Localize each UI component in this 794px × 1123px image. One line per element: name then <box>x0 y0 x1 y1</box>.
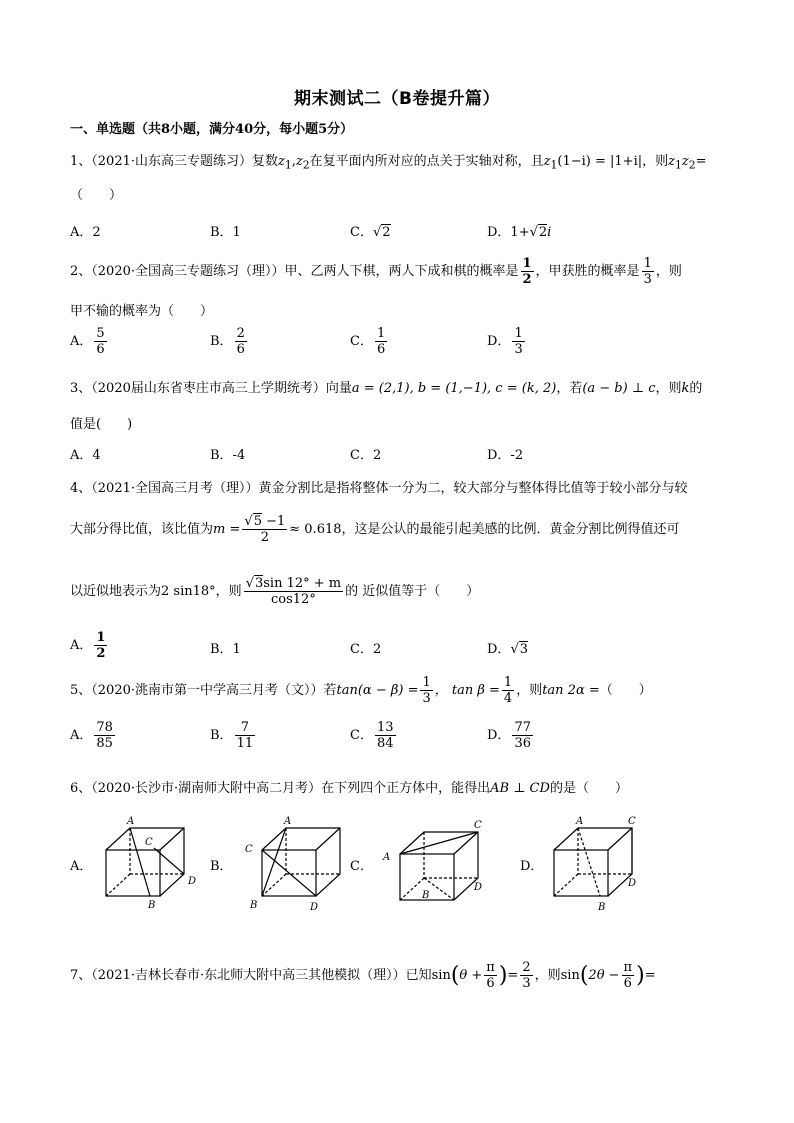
q4-option-a: A． $\frac{1}{2}$ <box>70 630 106 661</box>
q3-option-c: C．2 <box>350 448 382 463</box>
cube-a-label-a: A <box>127 816 135 827</box>
question-3-stem: 3、（2020届山东省枣庄市高三上学期统考）向量a = (2,1), b = (1,−1), c = (k, 2)，若(a − b) ⊥ c，则k的 <box>70 381 703 396</box>
cube-a-label-d: D <box>188 876 197 887</box>
cube-b-label-c: C <box>245 844 253 855</box>
question-2-line2: 甲不输的概率为（ ） <box>70 304 214 319</box>
q1-option-d: D．1+√2i <box>487 225 552 240</box>
q1-option-a: A．2 <box>70 225 101 240</box>
cube-a-label-b: B <box>148 900 156 911</box>
question-4-line2: 大部分得比值，该比值为m = $\frac{√5 -1}{2}$ ≈ 0.618，这是公认的最能引起美感的比例．黄金分割比例得值还可 <box>70 514 680 545</box>
q2-option-d: D． $\frac{1}{3}$ <box>487 326 523 357</box>
q1-option-c: C．√2 <box>350 225 391 240</box>
cube-c-label-a: A <box>383 852 391 863</box>
q3-option-a: A．4 <box>70 448 101 463</box>
cube-c-label-c: C <box>474 820 482 831</box>
cube-figure-a <box>98 812 198 912</box>
cube-c-label-b: B <box>422 890 430 901</box>
q5-option-a: A． $\frac{78}{85}$ <box>70 720 113 751</box>
question-1-blank: （ ） <box>70 188 123 203</box>
cube-figure-c <box>378 818 488 913</box>
cube-d-label-b: B <box>598 902 606 913</box>
question-5-stem: 5、（2020·洮南市第一中学高三月考（文））若tan(α − β) = $\frac{1}{3}$ ， tan β = $\frac{1}{4}$ ，则tan 2α =（ ） <box>70 675 652 706</box>
cube-b-label-d: D <box>310 902 319 913</box>
section-heading: 一、单选题（共8小题，满分40分，每小题5分） <box>70 122 354 137</box>
q4-option-d: D．√3 <box>487 642 529 657</box>
q6-option-d: D． <box>520 859 544 874</box>
question-3-line2: 值是( ) <box>70 417 133 432</box>
cube-d-label-a: A <box>576 816 584 827</box>
q3-option-b: B．-4 <box>210 448 246 463</box>
cube-figure-d <box>548 812 648 917</box>
cube-d-label-d: D <box>628 878 637 889</box>
cube-b-label-b: B <box>250 900 258 911</box>
cube-figure-b <box>240 812 340 917</box>
cube-b-label-a: A <box>284 816 292 827</box>
q4-option-b: B．1 <box>210 642 241 657</box>
q6-option-a: A． <box>70 859 93 874</box>
q4-option-c: C．2 <box>350 642 382 657</box>
question-4-line3: 以近似地表示为2 sin18°，则 $\frac{√3\sin 12^\circ + m}{\cos 12^\circ}$ 的 近似值等于（ ） <box>70 576 480 607</box>
q2-option-b: B． $\frac{2}{6}$ <box>210 326 245 357</box>
q5-option-b: B． $\frac{7}{11}$ <box>210 720 254 751</box>
q2-option-a: A． $\frac{5}{6}$ <box>70 326 105 357</box>
q3-option-d: D．-2 <box>487 448 524 463</box>
cube-d-label-c: C <box>628 816 636 827</box>
cube-c-label-d: D <box>474 882 483 893</box>
question-4-line1: 4、（2021·全国高三月考（理））黄金分割比是指将整体一分为二，较大部分与整体得比值等于较小部分与较 <box>70 481 688 496</box>
q6-option-c: C． <box>350 859 373 874</box>
question-1-stem: 1、（2021·山东高三专题练习）复数$z_1,z_2$在复平面内所对应的点关于实轴对称，且$z_1(1-i) = |1+i|$，则$z_1z_2=$ <box>70 154 707 172</box>
cube-a-label-c: C <box>145 837 153 848</box>
question-7-stem: 7、（2021·吉林长春市·东北师大附中高三其他模拟（理））已知sin(θ + $\frac{\pi}{6}$ )= $\frac{2}{3}$ ，则sin(2θ − $\frac{\pi}{6}$ )= <box>70 960 656 991</box>
q2-option-c: C． $\frac{1}{6}$ <box>350 326 386 357</box>
q5-option-d: D． $\frac{77}{36}$ <box>487 720 531 751</box>
page-title: 期末测试二（B卷提升篇） <box>294 89 500 109</box>
question-6-stem: 6、（2020·长沙市·湖南师大附中高二月考）在下列四个正方体中，能得出AB ⊥ CD的是（ ） <box>70 781 628 796</box>
q1-option-b: B．1 <box>210 225 241 240</box>
q5-option-c: C． $\frac{13}{84}$ <box>350 720 394 751</box>
q6-option-b: B． <box>210 859 233 874</box>
question-2-stem: 2、（2020·全国高三专题练习（理））甲、乙两人下棋，两人下成和棋的概率是 $\frac{1}{2}$ ，甲获胜的概率是 $\frac{1}{3}$ ，则 <box>70 256 682 287</box>
